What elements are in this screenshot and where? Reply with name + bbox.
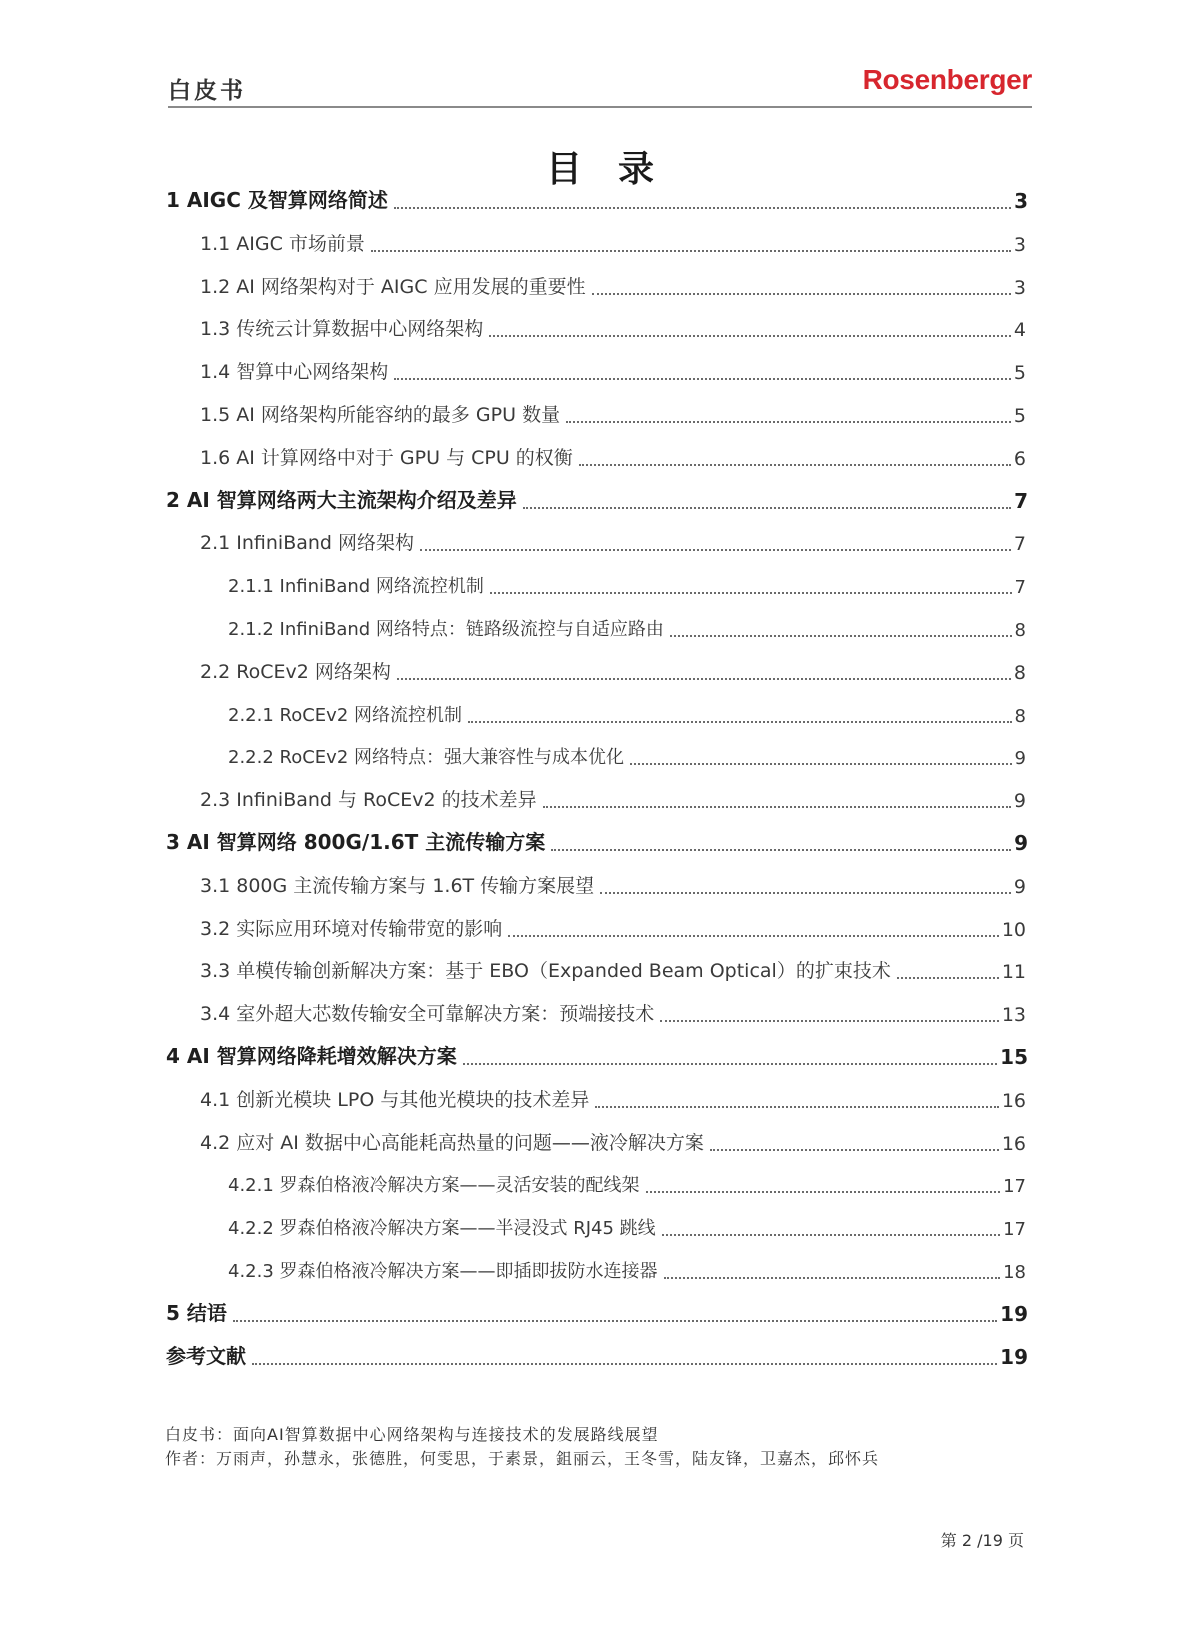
toc-dot-leader [394, 378, 1011, 380]
toc-entry-level-3[interactable] [228, 1213, 1026, 1243]
header-label: 白皮书 [168, 78, 246, 104]
toc-entry-title: 3.1 800G 主流传输方案与 1.6T 传输方案展望 [200, 874, 595, 897]
toc-dot-leader [394, 207, 1011, 209]
toc-entry-level-3[interactable] [228, 700, 1026, 730]
toc-entry-level-3[interactable] [228, 742, 1026, 772]
toc-entry-title: 5 结语 [166, 1300, 227, 1325]
toc-entry-page: 8 [1013, 661, 1026, 684]
toc-entry-level-2[interactable] [200, 229, 1026, 259]
toc-dot-leader [595, 1106, 998, 1108]
toc-entry-level-2[interactable] [200, 314, 1026, 344]
toc-dot-leader [660, 1020, 999, 1022]
toc-entry-level-2[interactable] [200, 999, 1026, 1029]
toc-entry-title: 2.1.1 InfiniBand 网络流控机制 [228, 576, 484, 598]
toc-dot-leader [508, 935, 999, 937]
toc-entry-title: 4 AI 智算网络降耗增效解决方案 [166, 1044, 457, 1068]
toc-entry-title: 3.4 室外超大芯数传输安全可靠解决方案：预端接技术 [200, 1003, 655, 1026]
toc-entry-title: 1.2 AI 网络架构对于 AIGC 应用发展的重要性 [200, 275, 586, 298]
toc-entry-title: 2.2 RoCEv2 网络架构 [200, 660, 391, 683]
toc-entry-level-2[interactable] [200, 400, 1026, 430]
toc-entry-page: 9 [1014, 831, 1028, 855]
toc-dot-leader [897, 977, 999, 979]
toc-entry-title: 3 AI 智算网络 800G/1.6T 主流传输方案 [166, 830, 546, 854]
toc-dot-leader [463, 1063, 997, 1065]
toc-entry-title: 4.2.3 罗森伯格液冷解决方案——即插即拔防水连接器 [228, 1261, 658, 1282]
toc-dot-leader [630, 763, 1012, 765]
toc-entry-page: 16 [1001, 1132, 1026, 1155]
toc-entry-level-2[interactable] [200, 956, 1026, 986]
toc-entry-page: 5 [1013, 405, 1026, 427]
toc-entry-page: 9 [1013, 875, 1026, 898]
toc-entry-level-2[interactable] [200, 272, 1026, 302]
toc-entry-title: 4.1 创新光模块 LPO 与其他光模块的技术差异 [200, 1088, 590, 1111]
toc-entry-page: 7 [1014, 577, 1026, 599]
toc-entry-page: 8 [1014, 705, 1026, 727]
toc-dot-leader [523, 507, 1011, 509]
toc-entry-title: 2.2.2 RoCEv2 网络特点：强大兼容性与成本优化 [228, 747, 624, 769]
toc-entry-level-2[interactable] [200, 1128, 1026, 1158]
toc-entry-title: 1.4 智算中心网络架构 [200, 361, 389, 384]
toc-entry-page: 18 [1003, 1262, 1026, 1283]
toc-dot-leader [592, 293, 1011, 295]
toc-entry-page: 11 [1001, 961, 1026, 984]
header-divider [168, 106, 1032, 108]
toc-entry-page: 9 [1013, 790, 1026, 813]
toc-dot-leader [420, 549, 1011, 551]
toc-entry-title: 4.2.2 罗森伯格液冷解决方案——半浸没式 RJ45 跳线 [228, 1218, 656, 1240]
toc-entry-title: 1 AIGC 及智算网络简述 [166, 188, 388, 212]
page-number: 第 2 /19 页 [940, 1531, 1024, 1550]
toc-entry-page: 10 [1001, 918, 1026, 941]
toc-entry-title: 4.2.1 罗森伯格液冷解决方案——灵活安装的配线架 [228, 1175, 640, 1197]
toc-entry-page: 3 [1013, 233, 1026, 256]
rosenberger-logo: Rosenberger [862, 64, 1032, 95]
toc-entry-page: 5 [1013, 362, 1026, 385]
toc-entry-page: 15 [1000, 1045, 1028, 1069]
toc-entry-level-1[interactable] [166, 1299, 1028, 1329]
toc-entry-title: 2.2.1 RoCEv2 网络流控机制 [228, 704, 462, 726]
toc-entry-page: 17 [1003, 1176, 1026, 1198]
toc-title: 目录 [545, 149, 690, 190]
toc-dot-leader [397, 678, 1011, 680]
toc-entry-title: 2.1 InfiniBand 网络架构 [200, 532, 415, 555]
toc-entry-level-3[interactable] [228, 614, 1026, 644]
toc-entry-page: 3 [1013, 276, 1026, 299]
toc-entry-level-1[interactable] [166, 186, 1028, 216]
toc-dot-leader [579, 464, 1011, 466]
toc-dot-leader [371, 250, 1011, 252]
toc-entry-page: 19 [1000, 1301, 1028, 1326]
toc-entry-level-2[interactable] [200, 914, 1026, 944]
toc-entry-page: 7 [1013, 533, 1026, 556]
toc-entry-title: 2 AI 智算网络两大主流架构介绍及差异 [166, 487, 517, 512]
toc-entry-level-1[interactable] [166, 1342, 1028, 1372]
toc-entry-title: 参考文献 [166, 1343, 246, 1368]
toc-entry-level-2[interactable] [200, 1085, 1026, 1115]
toc-entry-page: 7 [1014, 488, 1028, 513]
toc-entry-page: 19 [1000, 1344, 1028, 1369]
toc-dot-leader [468, 721, 1012, 723]
toc-entry-page: 16 [1001, 1089, 1026, 1112]
toc-entry-level-2[interactable] [200, 871, 1026, 901]
toc-entry-level-3[interactable] [228, 1170, 1026, 1200]
toc-dot-leader [490, 592, 1012, 594]
toc-entry-page: 3 [1014, 189, 1028, 213]
toc-dot-leader [710, 1149, 999, 1151]
toc-dot-leader [566, 421, 1011, 423]
toc-dot-leader [543, 806, 1011, 808]
toc-entry-level-2[interactable] [200, 357, 1026, 387]
toc-entry-title: 2.3 InfiniBand 与 RoCEv2 的技术差异 [200, 789, 537, 812]
toc-entry-page: 17 [1003, 1219, 1026, 1241]
toc-dot-leader [646, 1191, 1001, 1193]
toc-dot-leader [233, 1320, 997, 1322]
toc-entry-level-2[interactable] [200, 443, 1026, 473]
toc-entry-level-2[interactable] [200, 528, 1026, 558]
footer-document-title: 白皮书：面向AI智算数据中心网络架构与连接技术的发展路线展望 [165, 1425, 659, 1444]
toc-entry-title: 3.2 实际应用环境对传输带宽的影响 [200, 917, 503, 940]
toc-entry-page: 13 [1001, 1004, 1026, 1027]
toc-entry-level-3[interactable] [228, 1256, 1026, 1286]
toc-entry-title: 2.1.2 InfiniBand 网络特点：链路级流控与自适应路由 [228, 619, 664, 640]
toc-entry-title: 1.6 AI 计算网络中对于 GPU 与 CPU 的权衡 [200, 446, 573, 469]
toc-dot-leader [670, 635, 1012, 637]
toc-entry-title: 4.2 应对 AI 数据中心高能耗高热量的问题——液冷解决方案 [200, 1131, 704, 1154]
toc-entry-level-1[interactable] [166, 486, 1028, 516]
toc-dot-leader [489, 335, 1011, 337]
toc-entry-title: 1.5 AI 网络架构所能容纳的最多 GPU 数量 [200, 404, 561, 426]
footer-authors: 作者：万雨声，孙慧永，张德胜，何雯思，于素景，鉏丽云，王冬雪，陆友锋，卫嘉杰，邱怀兵 [165, 1449, 880, 1468]
toc-entry-page: 8 [1014, 620, 1026, 641]
toc-dot-leader [551, 849, 1011, 851]
toc-entry-level-3[interactable] [228, 571, 1026, 601]
toc-entry-level-1[interactable] [166, 828, 1028, 858]
toc-entry-page: 9 [1014, 748, 1026, 770]
toc-dot-leader [662, 1234, 1000, 1236]
toc-dot-leader [664, 1277, 1001, 1279]
toc-entry-page: 6 [1013, 447, 1026, 470]
toc-entry-level-2[interactable] [200, 785, 1026, 815]
toc-entry-title: 1.3 传统云计算数据中心网络架构 [200, 318, 484, 341]
toc-entry-level-1[interactable] [166, 1042, 1028, 1072]
toc-dot-leader [252, 1363, 997, 1365]
toc-entry-title: 1.1 AIGC 市场前景 [200, 232, 365, 255]
toc-entry-level-2[interactable] [200, 657, 1026, 687]
toc-entry-title: 3.3 单模传输创新解决方案：基于 EBO（Expanded Beam Optical）的扩束技术 [200, 960, 891, 983]
toc-entry-page: 4 [1013, 319, 1026, 342]
toc-dot-leader [600, 892, 1011, 894]
